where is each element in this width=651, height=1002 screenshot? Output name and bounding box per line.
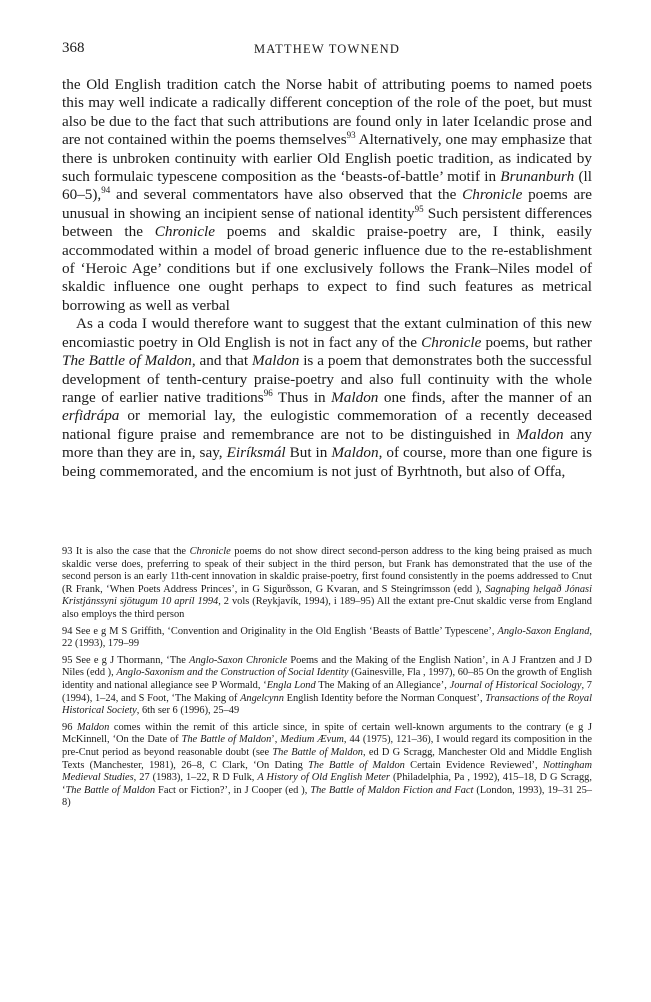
footnote-96: 96 Maldon comes within the remit of this article since, in spite of certain well-known arguments to the contrary (e g J McKinnell, ‘On the Date of The Battle of Maldon’, Medium Ævum, 44 (1975), 121–36), I would regard its composition in the pre-Cnut period as beyond reasonable doubt (see The Battle of Maldon, ed D G Scragg, Manchester Old and Middle English Texts (Manchester, 1981), 26–8, C Clark, ‘On Dating The Battle of Maldon Certain Evidence Reviewed’, Nottingham Medieval Studies, 27 (1983), 1–22, R D Fulk, A History of Old English Meter (Philadelphia, Pa , 1992), 415–18, D G Scragg, ‘The Battle of Maldon Fact or Fiction?’, in J Cooper (ed ), The Battle of Maldon Fiction and Fact (London, 1993), 19–31 25–8) — [62, 721, 593, 809]
title-maldon: Maldon — [331, 444, 379, 462]
title-chronicle: Chronicle — [421, 333, 482, 351]
footnote-number: 96 — [62, 721, 73, 733]
running-head: MATTHEW TOWNEND — [253, 42, 401, 56]
title-maldon: Maldon — [516, 425, 564, 443]
page-number: 368 — [62, 40, 85, 56]
title-maldon: Maldon — [331, 388, 379, 406]
footnotes — [62, 546, 592, 814]
footnote-94: 94 See e g M S Griffith, ‘Convention and Originality in the Old English ‘Beasts of Battle’ Typescene’, Anglo-Saxon England, 22 (1993), 179–99 — [62, 625, 593, 650]
title-eiriksmal: Eiríksmál — [226, 444, 286, 462]
footnote-93: 93 It is also the case that the Chronicle poems do not show direct second-person address to the king being praised as much skaldic verse does, preferring to speak of their subject in the third person, but Frank has demonstrated that the use of the second person is an early 11th-cent innovation in skaldic praise-poetry, first found consistently in the poems addressed to Cnut (R Frank, ‘When Poets Address Princes’, in G Sigurðsson, G Kvaran, and S Steingrímsson (edd ), Sagnaþing helgað Jónasi Kristjánssyni sjötugum 10 apríl 1994, 2 vols (Reykjavík, 1994), i 189–95) All the extant pre-Cnut skaldic verse from England also employs the third person — [62, 546, 592, 620]
footnote-number: 93 — [62, 546, 73, 557]
term-erfidrapa: erfidrápa — [62, 407, 120, 425]
title-chronicle: Chronicle — [154, 223, 215, 241]
page-header — [62, 40, 592, 62]
body-paragraph-2: As a coda I would therefore want to suggest that the extant culmination of this new encomiastic poetry in Old English is not in fact any of the Chronicle poems, but rather The Battle of Maldon, and that Maldon is a poem that demonstrates both the successful development of tenth-century praise-poetry and also full continuity with the whole range of earlier native traditions$^{96}$ Thus in Maldon one finds, after the manner of an erfidrápa or memorial lay, the eulogistic commemoration of a recently deceased national figure praise and remembrance are not to be distinguished in Maldon any more than they are in, say, Eiríksmál But in Maldon, of course, more than one figure is being commemorated, and the encomium is not just of Byrhtnoth, but also of Offa, — [62, 315, 593, 480]
title-maldon: Maldon — [252, 352, 300, 370]
title-brunanburh: Brunanburh — [500, 168, 575, 186]
footnote-95: 95 See e g J Thormann, ‘The Anglo-Saxon Chronicle Poems and the Making of the English Nation’, in A J Frantzen and J D Niles (edd ), Anglo-Saxonism and the Construction of Social Identity (Gainesville, Fla , 1997), 60–85 On the growth of English identity and national allegiance see P Wormald, ‘Engla Lond The Making of an Allegiance’, Journal of Historical Sociology, 7 (1994), 1–24, and S Foot, ‘The Making of Angelcynn English Identity before the Norman Conquest’, Transactions of the Royal Historical Society, 6th ser 6 (1996), 25–49 — [62, 654, 593, 717]
footnote-number: 94 — [62, 625, 73, 637]
title-battle-of-maldon: The Battle of Maldon — [62, 352, 192, 370]
footnote-ref-96[interactable]: 96 — [263, 387, 273, 398]
footnote-ref-93[interactable]: 93 — [346, 130, 356, 141]
footnote-number: 95 — [62, 654, 73, 666]
body-text — [62, 76, 592, 481]
footnote-ref-95[interactable]: 95 — [414, 203, 424, 214]
title-chronicle: Chronicle — [462, 186, 523, 204]
footnote-ref-94[interactable]: 94 — [101, 185, 111, 196]
body-paragraph-1: the Old English tradition catch the Norse habit of attributing poems to named poets this may well indicate a radically different conception of the role of the poet, but must also be due to the fact that such attributions are found only in later Icelandic prose and are not contained within the poems themselves$^{93}$ Alternatively, one may emphasize that there is unbroken continuity with earlier Old English poetic tradition, as indicated by such formulaic typescene composition as the ‘beasts-of-battle’ motif in Brunanburh (ll 60–5),$^{94}$ and several commentators have also observed that the Chronicle poems are unusual in showing an incipient sense of national identity$^{95}$ Such persistent differences between the Chronicle poems and skaldic praise-poetry are, I think, easily accommodated within a model of broad generic influence due to the re-establishment of ‘Heroic Age’ conditions but if one exclusively follows the Frank–Niles model of skaldic influence one ought perhaps to expect to find such features as metrical borrowing as well as verbal — [62, 76, 592, 314]
